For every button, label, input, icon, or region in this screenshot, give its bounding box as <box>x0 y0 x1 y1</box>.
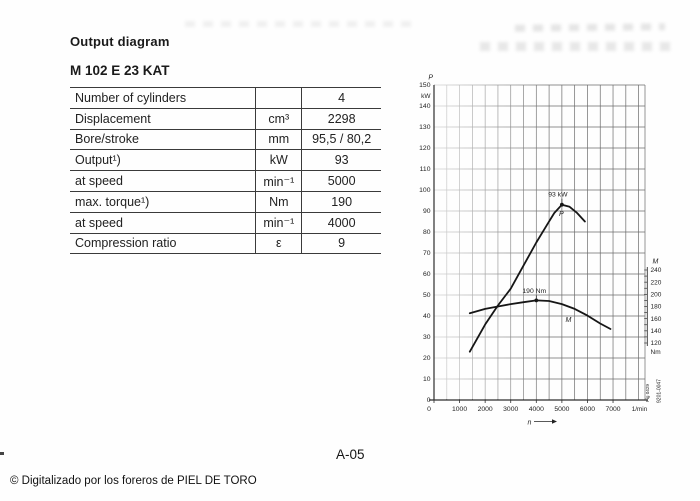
svg-text:70: 70 <box>422 250 431 258</box>
x-axis-labels <box>427 406 648 427</box>
svg-text:150: 150 <box>419 82 431 90</box>
svg-text:40: 40 <box>422 313 431 321</box>
svg-text:1000: 1000 <box>452 405 468 413</box>
bleedthrough-ghost <box>185 21 415 27</box>
output-diagram-svg <box>418 60 700 440</box>
spec-value-cell: 4 <box>302 88 381 109</box>
svg-text:20: 20 <box>422 355 431 363</box>
spec-row <box>70 108 381 129</box>
spec-label-cell: max. torque¹) <box>70 191 256 212</box>
spec-unit-cell: min⁻¹ <box>256 171 302 192</box>
figure-code-right: 9201-0047 <box>656 379 663 403</box>
svg-text:220: 220 <box>650 279 662 287</box>
spec-label-cell: at speed <box>70 212 256 233</box>
svg-text:0: 0 <box>427 405 431 413</box>
spec-label-cell: Number of cylinders <box>70 88 256 109</box>
svg-text:140: 140 <box>419 103 431 111</box>
x-axis-title: n <box>527 419 532 427</box>
spec-value-cell: 4000 <box>302 212 381 233</box>
spec-unit-cell: kW <box>256 150 302 171</box>
spec-unit-cell: Nm <box>256 191 302 212</box>
spec-row <box>70 171 381 192</box>
svg-text:5000: 5000 <box>554 405 570 413</box>
page-number: A-05 <box>336 447 365 462</box>
footer-credit: © Digitalizado por los foreros de PIEL DE TORO <box>10 475 257 487</box>
svg-text:140: 140 <box>650 328 662 336</box>
svg-text:3000: 3000 <box>503 405 519 413</box>
spec-row <box>70 191 381 212</box>
svg-text:4000: 4000 <box>528 405 544 413</box>
bleedthrough-ghost <box>480 42 675 51</box>
svg-text:2000: 2000 <box>477 405 493 413</box>
svg-text:160: 160 <box>650 315 662 323</box>
spec-value-cell: 190 <box>302 191 381 212</box>
svg-text:90: 90 <box>422 208 431 216</box>
spec-value-cell: 9 <box>302 233 381 254</box>
left-axis-labels <box>419 75 433 405</box>
spec-row <box>70 88 381 109</box>
engine-spec-table <box>70 87 381 254</box>
scan-fade-overlay <box>435 84 553 399</box>
torque-curve-label: M <box>565 317 572 324</box>
svg-text:6000: 6000 <box>579 405 596 413</box>
spec-row <box>70 150 381 171</box>
spec-row <box>70 233 381 254</box>
right-axis-title: M <box>652 258 659 266</box>
svg-text:7000: 7000 <box>605 405 621 413</box>
spec-label-cell: Bore/stroke <box>70 129 256 150</box>
bleedthrough-ghost <box>515 23 665 32</box>
svg-text:30: 30 <box>422 334 431 342</box>
svg-text:120: 120 <box>650 340 662 348</box>
left-axis-title: P <box>428 74 433 82</box>
svg-text:200: 200 <box>650 291 662 299</box>
right-axis-unit: Nm <box>650 349 661 356</box>
output-diagram-chart <box>418 60 700 440</box>
page-title: Output diagram <box>70 34 170 49</box>
spec-value-cell: 95,5 / 80,2 <box>302 129 381 150</box>
svg-text:80: 80 <box>422 229 431 237</box>
svg-text:0: 0 <box>426 397 431 405</box>
scan-edge-artifact <box>0 452 4 455</box>
svg-text:180: 180 <box>650 303 662 311</box>
svg-text:240: 240 <box>650 267 662 275</box>
svg-text:93 kW: 93 kW <box>548 191 568 199</box>
spec-row <box>70 212 381 233</box>
svg-text:100: 100 <box>419 187 431 195</box>
figure-code-left: Fig 0429 <box>645 384 650 402</box>
spec-unit-cell: cm³ <box>256 108 302 129</box>
svg-text:60: 60 <box>422 271 431 279</box>
spec-value-cell: 2298 <box>302 108 381 129</box>
spec-label-cell: Displacement <box>70 108 256 129</box>
spec-label-cell: Compression ratio <box>70 233 256 254</box>
spec-unit-cell: mm <box>256 129 302 150</box>
left-axis-unit: kW <box>421 92 431 100</box>
right-axis-labels <box>644 259 662 357</box>
svg-text:110: 110 <box>419 166 431 174</box>
engine-model-heading: M 102 E 23 KAT <box>70 63 170 78</box>
spec-unit-cell: min⁻¹ <box>256 212 302 233</box>
svg-text:130: 130 <box>419 124 431 132</box>
spec-label-cell: at speed <box>70 171 256 192</box>
spec-label-cell: Output¹) <box>70 150 256 171</box>
power-curve-label: P <box>559 211 564 218</box>
x-axis-arrow-icon <box>552 419 557 424</box>
svg-text:50: 50 <box>422 292 431 300</box>
spec-unit-cell: ε <box>256 233 302 254</box>
svg-text:10: 10 <box>422 376 431 384</box>
spec-value-cell: 93 <box>302 150 381 171</box>
svg-text:190 Nm: 190 Nm <box>522 287 547 295</box>
svg-text:120: 120 <box>419 145 431 153</box>
x-axis-unit: 1/min <box>631 405 648 413</box>
spec-unit-cell <box>256 88 302 109</box>
spec-row <box>70 129 381 150</box>
spec-value-cell: 5000 <box>302 171 381 192</box>
